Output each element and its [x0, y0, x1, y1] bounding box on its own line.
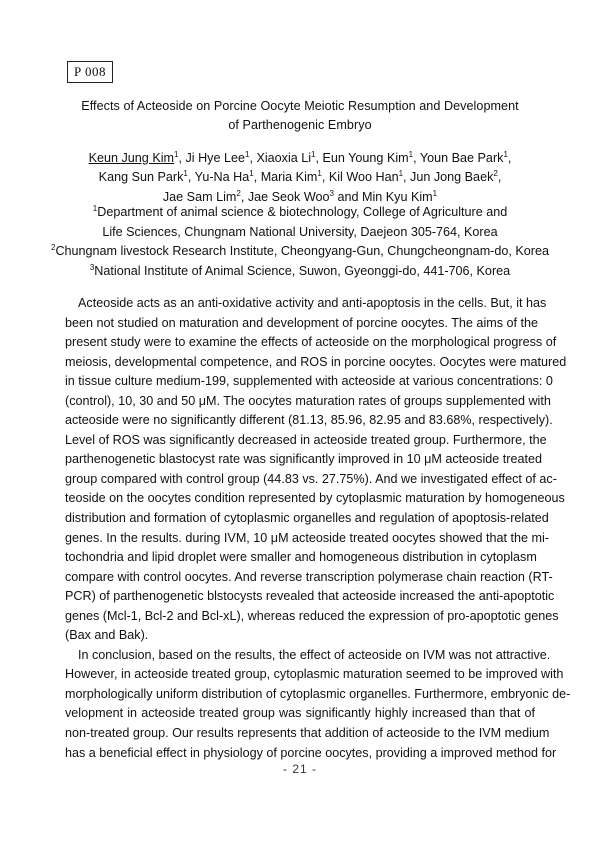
poster-code-box [67, 61, 113, 83]
abstract-line: tochondria and lipid droplet were smaller and homogeneous distribution in cytoplasm [65, 550, 537, 565]
affiliation-1-line-2: Life Sciences, Chungnam National University, Daejeon 305-764, Korea [102, 224, 498, 239]
affiliation-1-line-1 [40, 203, 560, 223]
author-affil-sup: 1 [408, 149, 414, 159]
abstract-line: compare with control oocytes. And reverse transcription polymerase chain reaction (RT- [65, 569, 553, 584]
author-affil-sup: 1 [244, 149, 250, 159]
author-affil-sup: 1 [503, 149, 508, 159]
author: Eun Young Kim [322, 151, 409, 165]
author-line-3: Jae Sam Lim$^2$, Jae Seok Woo$^3$ and Min Kyu Kim$^1$ [162, 188, 438, 204]
abstract-line: has a beneficial effect in physiology of porcine oocytes, providing a improved method for [65, 745, 557, 760]
author-affil-sup: 3 [329, 188, 334, 198]
affiliation-sup: 1 [92, 203, 98, 213]
affiliation-text: Department of animal science & biotechnology, College of Agriculture and [97, 205, 508, 219]
author: Youn Bae Park [419, 151, 504, 165]
abstract-line: morphologically uniform distribution of cytoplasmic organelles. Furthermore, embryonic de- [65, 686, 571, 701]
author-affil-sup: 1 [398, 169, 404, 179]
abstract-line: genes. In the results. during IVM, 10 μM acteoside treated oocytes showed that the mi- [65, 530, 549, 545]
abstract-line: group compared with control group (44.83 vs. 27.75%). And we investigated effect of ac- [65, 471, 557, 486]
author: Kang Sun Park [98, 170, 184, 185]
title-line-2: of Parthenogenic Embryo [228, 118, 372, 132]
abstract-line: (control), 10, 30 and 50 μM. The oocytes maturation rates of groups supplemented with [65, 393, 551, 408]
abstract-line: In conclusion, based on the results, the effect of acteoside on IVM was not attractive. [78, 647, 551, 662]
author-affil-sup: 2 [236, 188, 241, 198]
author: Min Kyu Kim [361, 189, 433, 204]
poster-code: P 008 [74, 64, 106, 79]
abstract-line: However, in acteoside treated group, cytoplasmic maturation seemed to be improved with [65, 667, 564, 682]
affiliation-sup: 3 [89, 262, 95, 272]
author-affil-sup: 1 [311, 149, 316, 159]
author-presenter: Keun Jung Kim [88, 151, 175, 165]
paper-title [60, 97, 540, 135]
author: Kil Woo Han [328, 170, 399, 185]
abstract-line: non-treated group. Our results represents that addition of acteoside to the IVM medium [65, 726, 550, 741]
abstract-line: Acteoside acts as an anti-oxidative activity and anti-apoptosis in the cells. But, it has [78, 296, 547, 310]
affiliation-sup: 2 [50, 243, 56, 252]
author-affil-sup: 1 [174, 149, 179, 159]
author-list [50, 149, 550, 207]
affiliation-list [40, 203, 560, 281]
author-affil-sup: 1 [249, 169, 254, 179]
abstract-line: (Bax and Bak). [65, 628, 149, 643]
abstract-line: in tissue culture medium-199, supplemented with acteoside at various concentrations: 0 [65, 374, 553, 389]
abstract-body [65, 294, 571, 763]
author-line-2: Kang Sun Park$^1$, Yu-Na Ha$^1$, Maria Kim$^1$, Kil Woo Han$^1$, Jun Jong Baek$^2$, [98, 169, 502, 185]
author: Maria Kim [260, 170, 318, 185]
abstract-line: teoside on the oocytes condition represented by cytoplasmic maturation by homogeneous [65, 491, 565, 506]
abstract-line: parthenogenetic blastocyst rate was significantly improved in 10 μM acteoside treated [65, 452, 542, 467]
author: Jae Seok Woo [247, 189, 330, 204]
author-affil-sup: 1 [183, 169, 188, 179]
author: Ji Hye Lee [185, 151, 245, 165]
affiliation-text: Chungnam livestock Research Institute, Cheongyang-Gun, Chungcheongnam-do, Korea [55, 244, 549, 259]
abstract-line: distribution and formation of cytoplasmic organelles and regulation of apoptosis-related [65, 511, 549, 526]
author: Jae Sam Lim [162, 189, 237, 204]
affiliation-3 [40, 262, 560, 282]
abstract-line: PCR) of parthenogenetic blstocysts revealed that acteoside increased the anti-apoptotic [65, 589, 555, 604]
abstract-line: present study were to examine the effects of acteoside on the morphological progress of [65, 335, 557, 350]
author: Yu-Na Ha [194, 170, 250, 185]
author: Jun Jong Baek [410, 170, 494, 185]
author: Xiaoxia Li [256, 151, 312, 165]
affiliation-text: National Institute of Animal Science, Suwon, Gyeonggi-do, 441-706, Korea [94, 263, 511, 278]
abstract-line: Level of ROS was significantly decreased in acteoside treated group. Furthermore, the [65, 432, 547, 447]
page-number: - 21 - [282, 762, 317, 776]
affiliation-2 [40, 242, 560, 262]
abstract-line: been not studied on maturation and development of porcine oocytes. The aims of the [65, 315, 539, 330]
abstract-line: genes (Mcl-1, Bcl-2 and Bcl-xL), whereas reduced the expression of pro-apoptotic genes [65, 608, 559, 623]
author-affil-sup: 2 [493, 169, 498, 179]
author-line-1: Keun Jung Kim$^1$, Ji Hye Lee$^1$, Xiaoxia Li$^1$, Eun Young Kim$^1$, Youn Bae Park$^1$, [88, 149, 512, 165]
abstract-line: meiosis, developmental competence, and ROS in porcine oocytes. Oocytes were matured [65, 354, 567, 369]
author-affil-sup: 1 [317, 169, 322, 179]
title-line-1: Effects of Acteoside on Porcine Oocyte Meiotic Resumption and Development [81, 99, 519, 113]
author-affil-sup: 1 [432, 188, 438, 198]
abstract-line: velopment in acteoside treated group was significantly highly increased than that of [65, 706, 535, 721]
abstract-line: acteoside were no significantly different (81.13, 85.96, 82.95 and 83.68%, respectively). [65, 413, 553, 428]
